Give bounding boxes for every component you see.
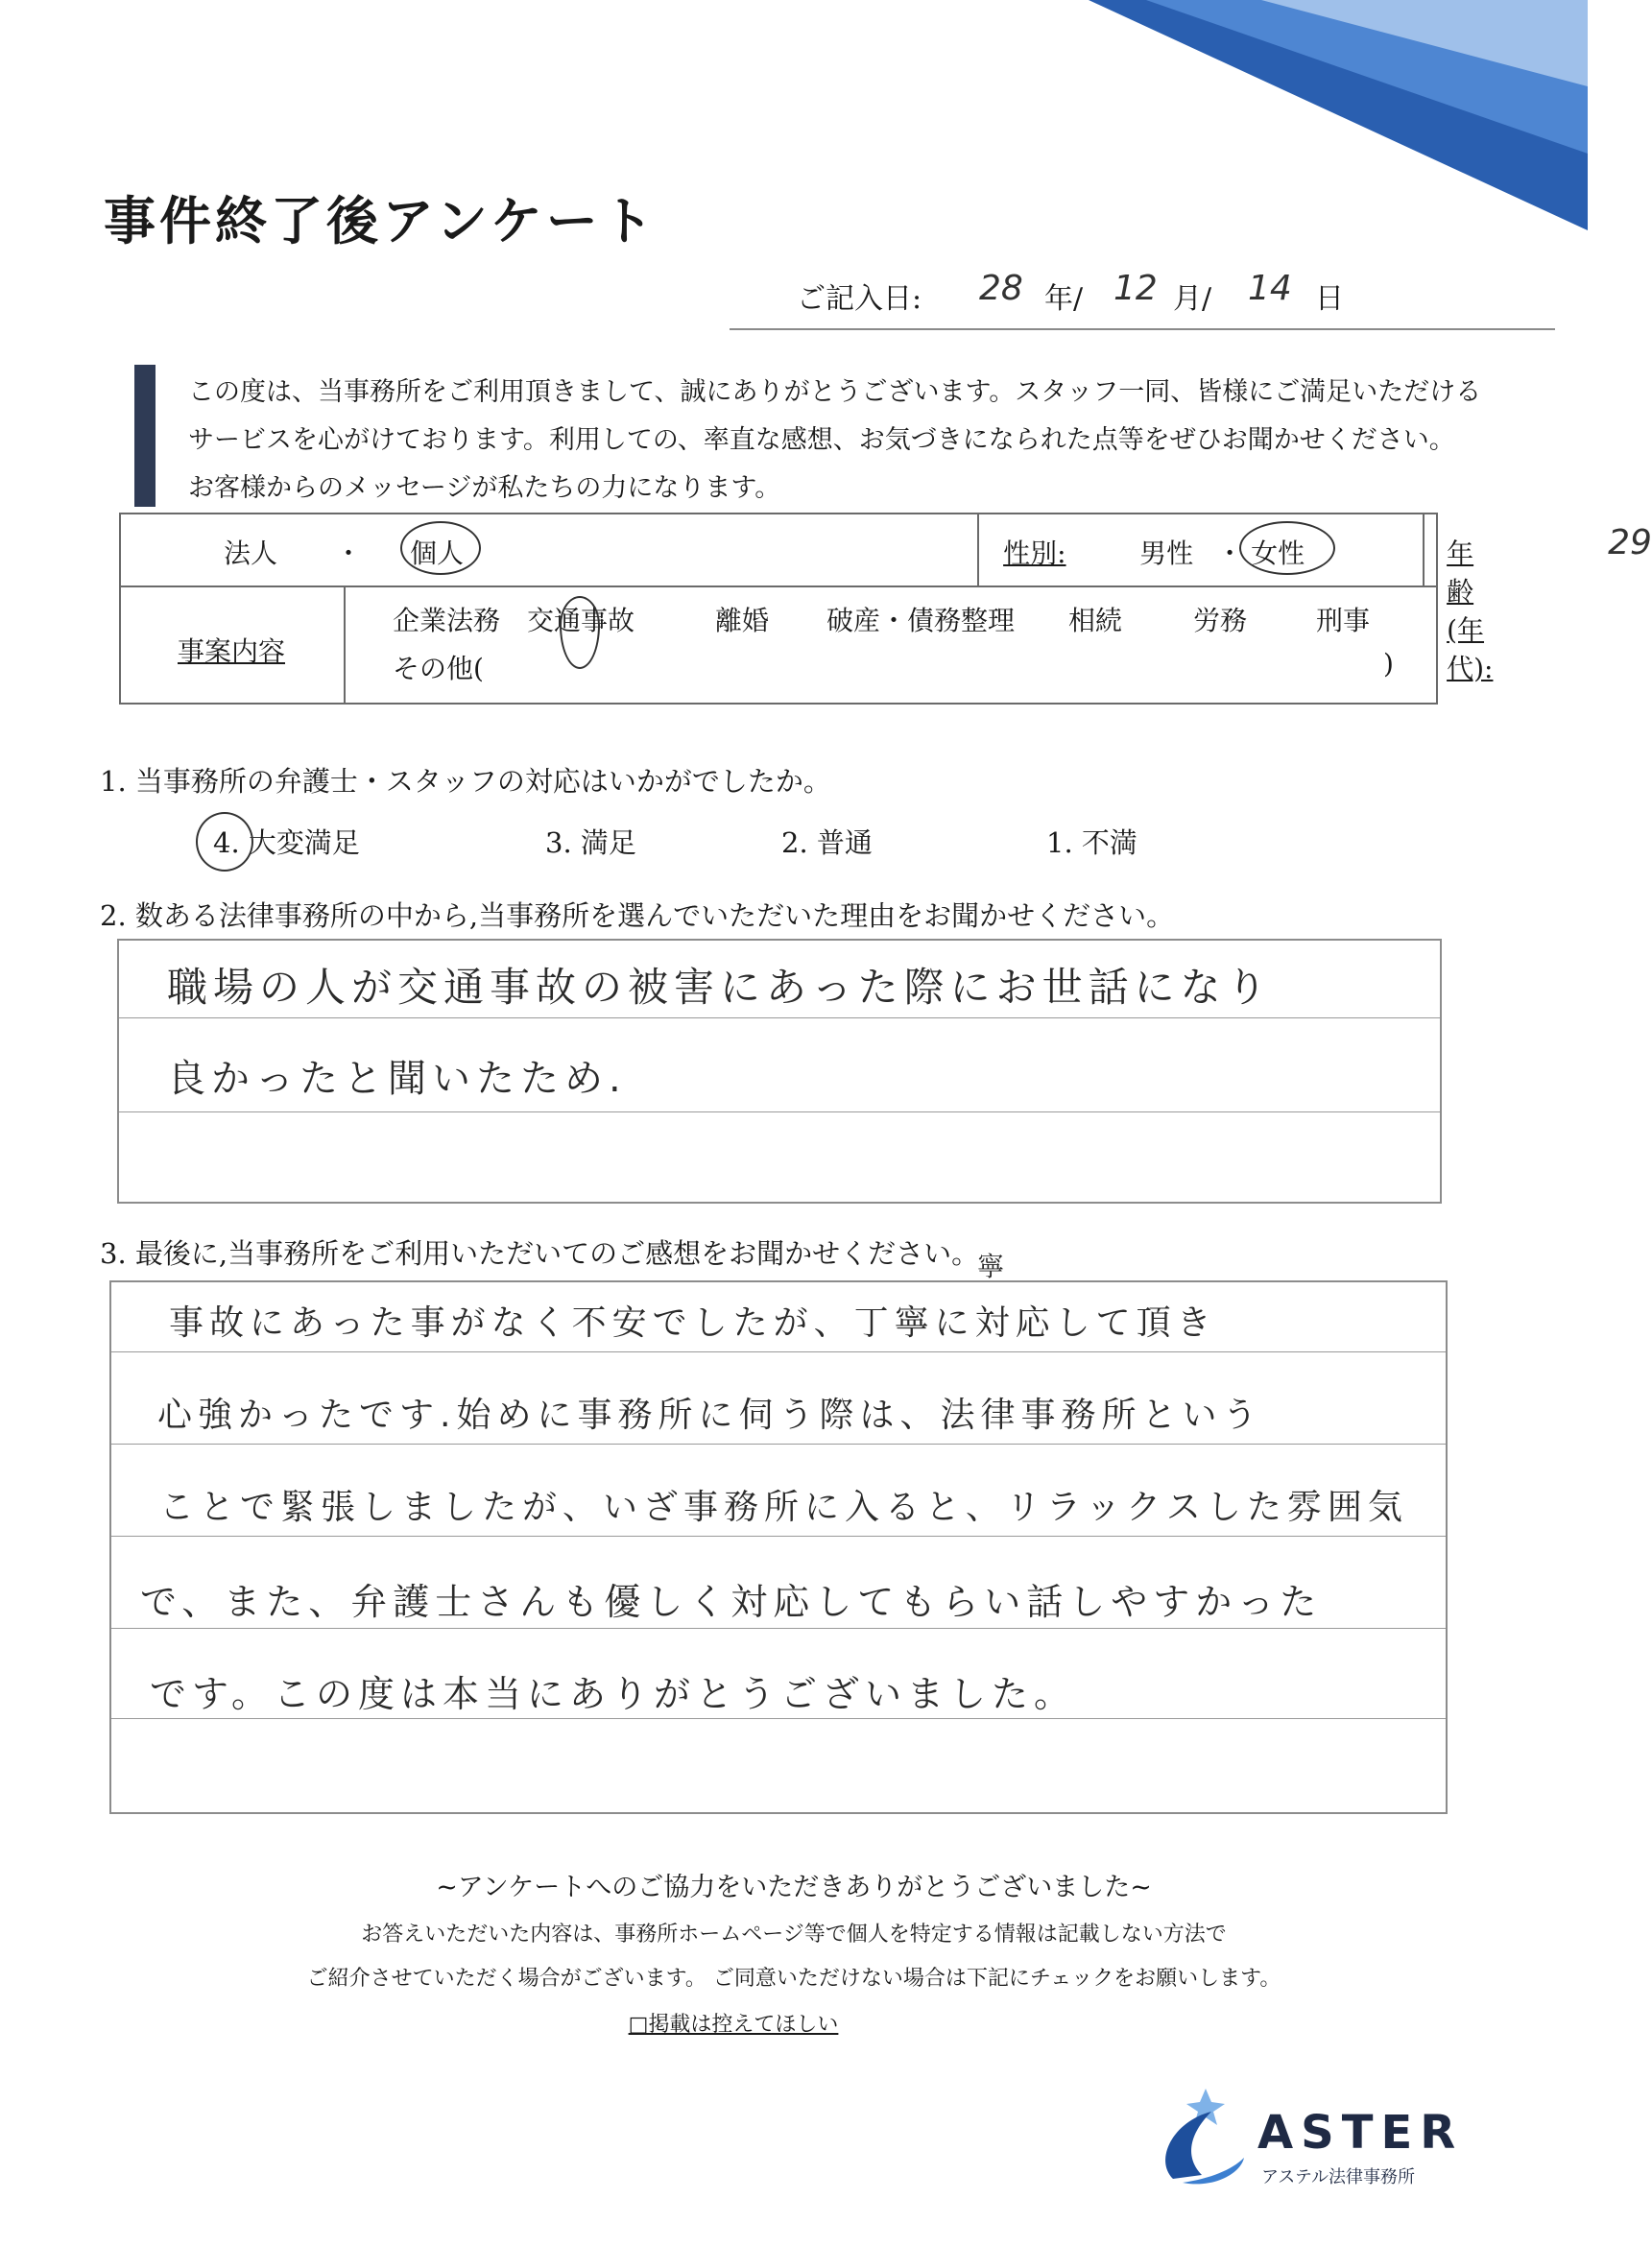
selection-circle <box>196 812 253 872</box>
date-day-unit: 日 <box>1315 282 1344 316</box>
q3-answer-line: です。この度は本当にありがとうございました。 <box>150 1673 1076 1715</box>
intro-accent-bar <box>134 365 156 507</box>
case-option[interactable]: 交通事故 <box>527 605 635 636</box>
footer-note-1: お答えいただいた内容は、事務所ホームページ等で個人を特定する情報は記載しない方法で <box>361 1923 1227 1947</box>
q1-option-2[interactable]: 2. 普通 <box>781 826 873 859</box>
individual-option[interactable]: 個人 <box>410 538 465 569</box>
selection-circle <box>1239 521 1335 575</box>
corp-option[interactable]: 法人 <box>224 538 278 569</box>
date-row <box>797 269 1545 326</box>
case-options-cell <box>345 586 1437 704</box>
intro-line: お客様からのメッセージが私たちの力になります。 <box>188 473 781 503</box>
footer-thanks: ~アンケートへのご協力をいただきありがとうございました~ <box>436 1873 1152 1902</box>
case-option[interactable]: 企業法務 <box>393 605 501 636</box>
dot-separator: ・ <box>1216 538 1244 569</box>
male-option[interactable]: 男性 <box>1139 538 1194 569</box>
q1-option-3[interactable]: 3. 満足 <box>545 826 636 859</box>
question-3: 3. 最後に,当事務所をご利用いただいてのご感想をお聞かせください。 <box>100 1237 980 1270</box>
date-month: 12 <box>1113 269 1158 308</box>
sex-cell <box>978 514 1424 586</box>
case-option[interactable]: 離婚 <box>715 605 770 636</box>
answer-rule <box>111 1718 1446 1719</box>
q1-option-4[interactable]: 4. 大変満足 <box>213 826 360 859</box>
date-year: 28 <box>979 269 1023 308</box>
q1-option-1[interactable]: 1. 不満 <box>1046 826 1137 859</box>
date-month-unit: 月/ <box>1173 282 1212 316</box>
q2-answer-line: 良かったと聞いたため. <box>167 1057 627 1101</box>
intro-line: この度は、当事務所をご利用頂きまして、誠にありがとうございます。スタッフ一同、皆様にご満足いただける <box>188 377 1482 407</box>
date-day: 14 <box>1248 269 1292 308</box>
answer-rule <box>119 1111 1440 1112</box>
question-1: 1. 当事務所の弁護士・スタッフの対応はいかがでしたか。 <box>100 765 831 798</box>
case-option[interactable]: 刑事 <box>1316 605 1371 636</box>
selection-mark <box>560 596 600 669</box>
age-value: 29 <box>1608 523 1652 562</box>
intro-line: サービスを心がけております。利用しての、率直な感想、お気づきになられた点等をぜひお聞かせください。 <box>188 425 1455 455</box>
case-option[interactable]: 破産・債務整理 <box>826 605 1016 636</box>
page-title: 事件終了後アンケート <box>104 190 658 251</box>
age-label: 年齢(年代): <box>1447 538 1494 684</box>
sex-label: 性別: <box>1003 538 1066 569</box>
answer-rule <box>111 1536 1446 1537</box>
client-type-cell <box>120 514 978 586</box>
logo-subtitle: アステル法律事務所 <box>1261 2167 1416 2187</box>
aster-logo-icon <box>1144 2083 1250 2198</box>
case-label-cell <box>120 586 345 704</box>
female-option[interactable]: 女性 <box>1251 538 1305 569</box>
case-other-close: ) <box>1383 648 1394 680</box>
case-other[interactable]: その他( <box>393 653 484 684</box>
answer-rule <box>119 1017 1440 1018</box>
logo-name: ASTER <box>1257 2106 1464 2160</box>
corner-decoration <box>1089 0 1588 250</box>
case-option[interactable]: 相続 <box>1068 605 1123 636</box>
info-table <box>119 513 1652 705</box>
q3-correction: 寧 <box>977 1251 1011 1282</box>
case-option[interactable]: 労務 <box>1193 605 1248 636</box>
age-cell <box>1424 514 1652 684</box>
footer-note-2: ご紹介させていただく場合がございます。 ご同意いただけない場合は下記にチェックをお願いします。 <box>306 1967 1281 1991</box>
intro-text <box>188 369 1513 513</box>
q3-answer-line: 心強かったです.始めに事務所に伺う際は、法律事務所という <box>157 1396 1263 1435</box>
date-year-unit: 年/ <box>1044 282 1084 316</box>
answer-rule <box>111 1628 1446 1629</box>
date-underline <box>730 328 1555 330</box>
q3-answer-line: で、また、弁護士さんも優しく対応してもらい話しやすかった <box>140 1581 1323 1623</box>
question-2: 2. 数ある法律事務所の中から,当事務所を選んでいただいた理由をお聞かせください。 <box>100 899 1175 932</box>
date-label: ご記入日: <box>797 282 922 316</box>
selection-circle <box>400 521 481 575</box>
q3-answer-line: ことで緊張しましたが、いざ事務所に入ると、リラックスした雰囲気 <box>159 1488 1408 1527</box>
q2-answer-box <box>117 939 1442 1204</box>
case-label: 事案内容 <box>178 635 286 667</box>
q2-answer-line: 職場の人が交通事故の被害にあった際にお世話になり <box>167 964 1273 1011</box>
dot-separator: ・ <box>335 538 363 569</box>
no-publish-checkbox[interactable]: □掲載は控えてほしい <box>628 2013 839 2037</box>
q3-answer-line: 事故にあった事がなく不安でしたが、丁寧に対応して頂き <box>169 1303 1217 1343</box>
answer-rule <box>111 1444 1446 1445</box>
aster-logo <box>1144 2083 1547 2198</box>
answer-rule <box>111 1351 1446 1352</box>
q3-answer-box <box>109 1280 1448 1814</box>
